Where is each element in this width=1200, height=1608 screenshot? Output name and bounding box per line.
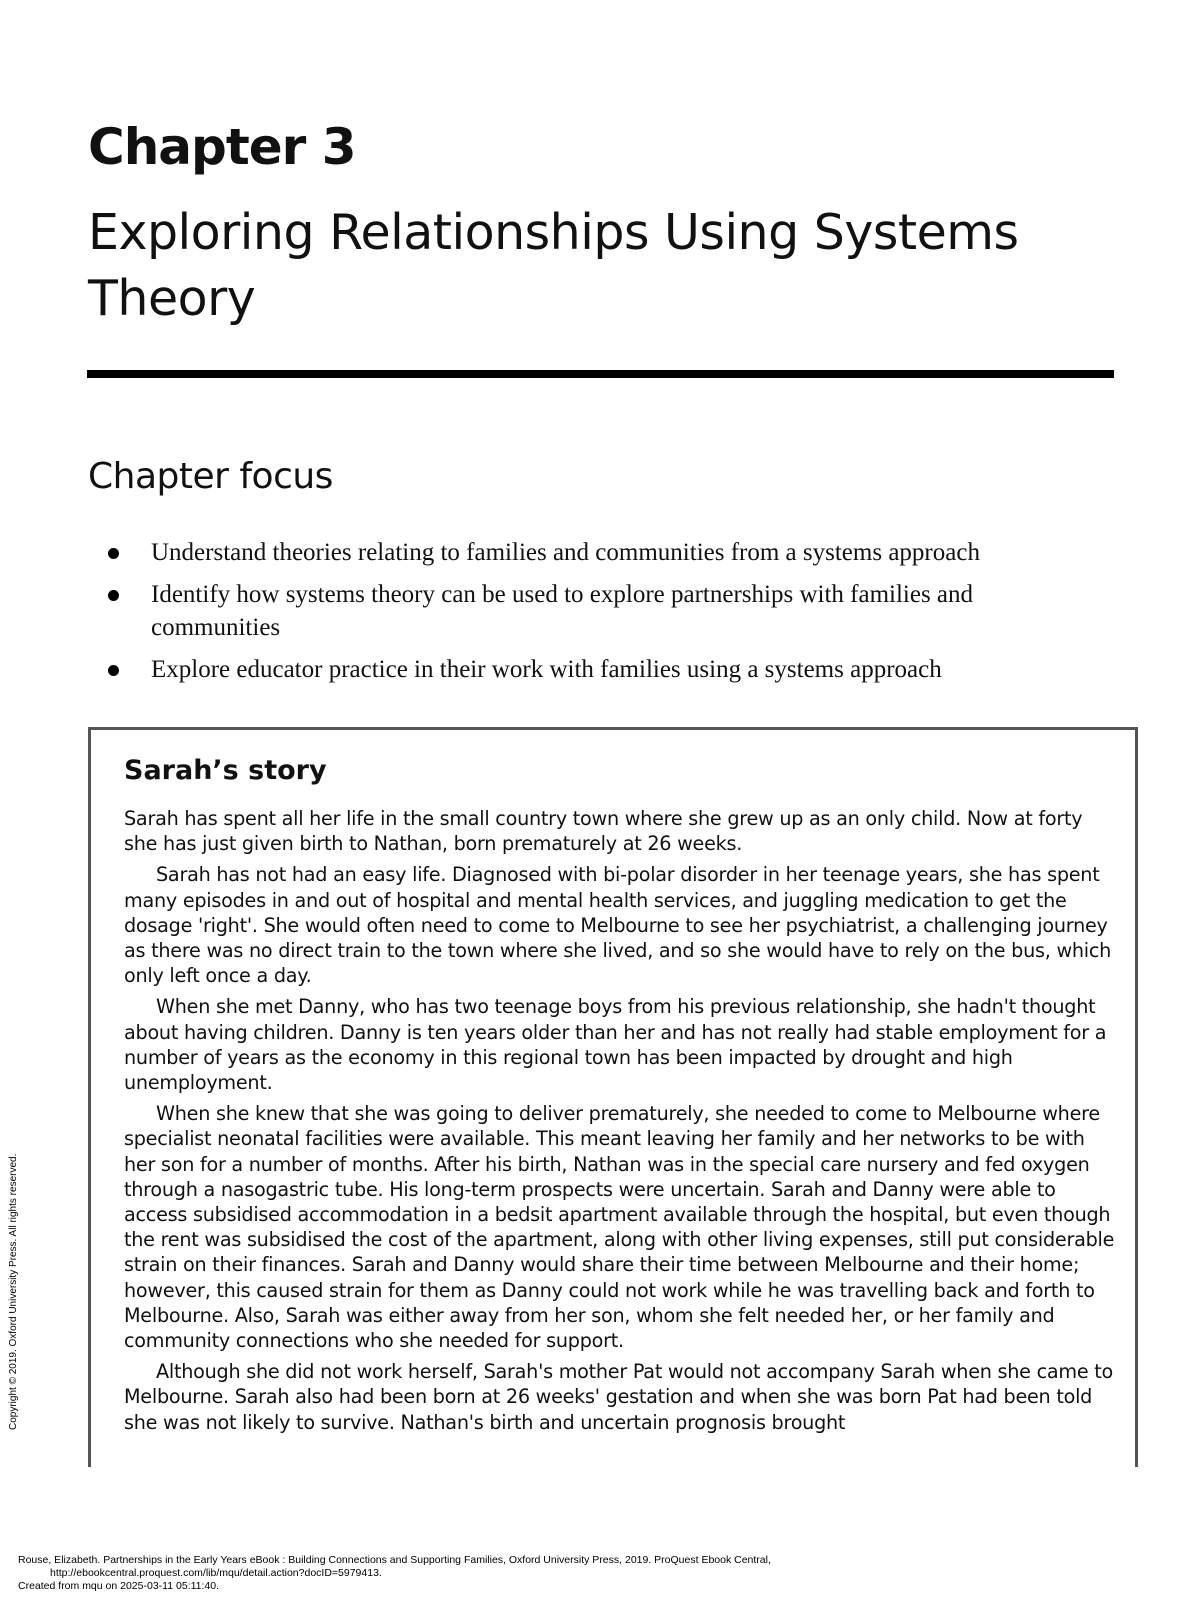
story-heading: Sarah’s story	[124, 755, 327, 786]
citation-text: Rouse, Elizabeth. Partnerships in the Early Years eBook : Building Connections and Supporting Families, Oxford University Press, 2019. ProQuest Ebook Central,	[18, 1554, 771, 1566]
bullet-icon	[108, 665, 119, 676]
focus-item-text: Understand theories relating to families and communities from a systems approach	[151, 539, 980, 566]
bullet-icon	[108, 590, 119, 601]
focus-item-text: Explore educator practice in their work with families using a systems approach	[151, 656, 942, 683]
bullet-icon	[108, 548, 119, 559]
focus-item-text: Identify how systems theory can be used to explore partnerships with families and communities	[151, 581, 974, 641]
story-paragraph: Although she did not work herself, Sarah's mother Pat would not accompany Sarah when she came to Melbourne. Sarah also had been born at 26 weeks' gestation and when she was born Pat had been told she was not likely to survive. Nathan's birth and uncertain prognosis brought	[124, 1360, 1113, 1434]
chapter-title: Exploring Relationships Using Systems Theory	[88, 204, 1019, 327]
citation-url[interactable]: http://ebookcentral.proquest.com/lib/mqu/detail.action?docID=5979413.	[50, 1567, 382, 1579]
copyright-notice: Copyright © 2019. Oxford University Press. All rights reserved.	[8, 1153, 19, 1430]
story-paragraph: When she knew that she was going to deliver prematurely, she needed to come to Melbourne where specialist neonatal facilities were available. This meant leaving her family and her networks to be with her son for a number of months. After his birth, Nathan was in the special care nursery and fed oxygen through a nasogastric tube. His long-term prospects were uncertain. Sarah and Danny were able to access subsidised accommodation in a bedsit apartment available through the hospital, but even though the rent was subsidised the cost of the apartment, along with other living expenses, still put considerable strain on their finances. Sarah and Danny would share their time between Melbourne and their home; however, this caused strain for them as Danny could not work while he was travelling back and forth to Melbourne. Also, Sarah was either away from her son, whom she felt needed her, or her family and community connections who she needed for support.	[124, 1102, 1115, 1353]
created-timestamp: Created from mqu on 2025-03-11 05:11:40.	[18, 1580, 219, 1592]
chapter-focus-heading: Chapter focus	[88, 456, 333, 497]
focus-item	[106, 653, 1106, 686]
focus-item	[106, 536, 1106, 569]
story-paragraph: Sarah has spent all her life in the small country town where she grew up as an only child. Now at forty she has just given birth to Nathan, born prematurely at 26 weeks.	[124, 807, 1083, 856]
story-paragraph: Sarah has not had an easy life. Diagnosed with bi-polar disorder in her teenage years, she has spent many episodes in and out of hospital and mental health services, and juggling medication to get the dosage 'right'. She would often need to come to Melbourne to see her psychiatrist, a challenging journey as there was no direct train to the town where she lived, and so she would have to rely on the bus, which only left once a day.	[124, 863, 1112, 988]
chapter-label: Chapter 3	[88, 118, 356, 176]
title-divider	[87, 370, 1114, 378]
story-paragraph: When she met Danny, who has two teenage boys from his previous relationship, she hadn't thought about having children. Danny is ten years older than her and has not really had stable employment for a number of years as the economy in this regional town has been impacted by drought and high unemployment.	[124, 995, 1107, 1095]
citation-footer	[18, 1554, 1178, 1593]
chapter-focus-list	[106, 536, 1106, 695]
story-body	[124, 806, 1118, 1441]
focus-item	[106, 578, 1106, 644]
